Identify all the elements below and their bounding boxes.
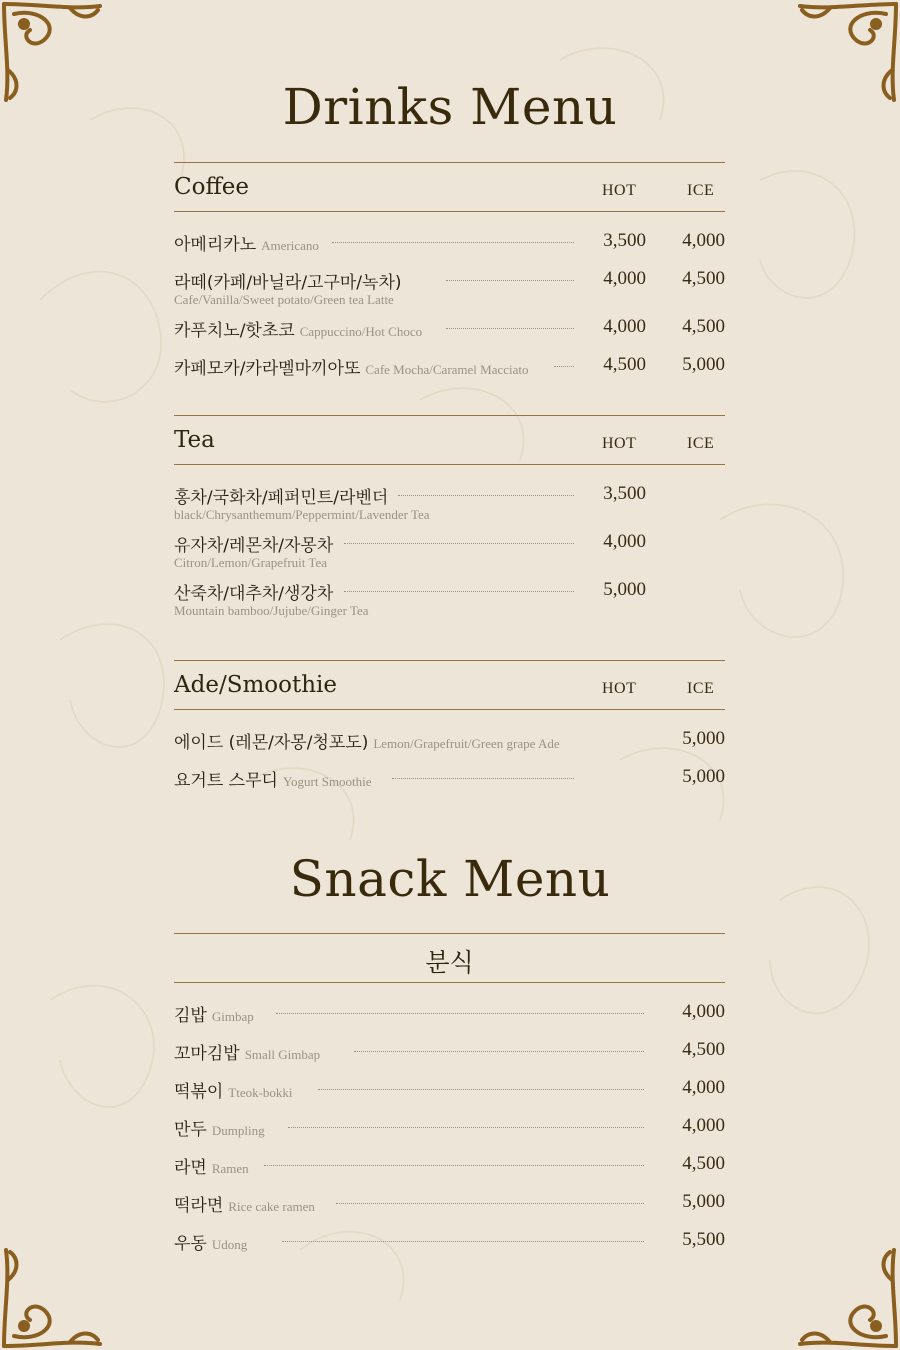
dot-leader: [344, 543, 574, 544]
menu-item: [174, 766, 725, 790]
price: 4,000: [682, 1115, 725, 1136]
item-english-name: Cafe/Vanilla/Sweet potato/Green tea Latte: [174, 292, 394, 307]
item-english-name: Small Gimbap: [244, 1047, 321, 1062]
corner-ornament-icon: [0, 1245, 105, 1350]
hot-column-header: HOT: [602, 182, 637, 199]
dot-leader: [446, 280, 574, 281]
ice-column-header: ICE: [687, 182, 715, 199]
ice-column-header: ICE: [687, 435, 715, 452]
hot-column-header: HOT: [602, 435, 637, 452]
menu-item: [174, 1077, 725, 1101]
menu-item: [174, 268, 725, 307]
menu-item: [174, 230, 725, 254]
divider: [174, 982, 725, 983]
price-hot: 5,000: [603, 579, 646, 600]
menu-item: [174, 728, 725, 752]
price: 5,000: [682, 1191, 725, 1212]
item-name: 요거트 스무디 Yogurt Smoothie: [174, 771, 372, 791]
ice-column-header: ICE: [687, 680, 715, 697]
item-name: 카푸치노/핫초코 Cappuccino/Hot Choco: [174, 321, 423, 341]
price: 5,500: [682, 1229, 725, 1250]
coffee-heading: Coffee: [174, 174, 250, 200]
divider: [174, 211, 725, 212]
item-english-name: Ramen: [211, 1161, 249, 1176]
menu-item: [174, 1229, 725, 1253]
item-english-name: Lemon/Grapefruit/Green grape Ade: [373, 736, 560, 751]
tea-heading: Tea: [174, 427, 215, 453]
item-name: 우동 Udong: [174, 1234, 248, 1254]
item-name: 김밥 Gimbap: [174, 1006, 254, 1026]
dot-leader: [264, 1165, 644, 1166]
divider: [174, 464, 725, 465]
dot-leader: [288, 1127, 644, 1128]
item-english-name: Mountain bamboo/Jujube/Ginger Tea: [174, 603, 369, 618]
item-english-name: Americano: [261, 238, 319, 253]
item-name: 산죽차/대추차/생강차: [174, 584, 334, 604]
bunsik-heading: 분식: [425, 948, 474, 977]
dot-leader: [318, 1089, 644, 1090]
divider: [174, 933, 725, 934]
dot-leader: [398, 495, 574, 496]
dot-leader: [282, 1241, 644, 1242]
price-hot: 4,000: [603, 268, 646, 289]
item-english-name: Cafe Mocha/Caramel Macciato: [365, 362, 529, 377]
hot-column-header: HOT: [602, 680, 637, 697]
menu-item: [174, 316, 725, 340]
menu-item: [174, 531, 725, 570]
dot-leader: [446, 328, 574, 329]
menu-item: [174, 1001, 725, 1025]
divider: [174, 709, 725, 710]
price-ice: 4,000: [682, 230, 725, 251]
dot-leader: [554, 366, 574, 367]
menu-item: [174, 483, 725, 522]
divider: [174, 415, 725, 416]
item-name: 떡라면 Rice cake ramen: [174, 1196, 315, 1216]
menu-item: [174, 1153, 725, 1177]
menu-item: [174, 579, 725, 618]
divider: [174, 162, 725, 163]
price: 4,000: [682, 1077, 725, 1098]
item-name: 라면 Ramen: [174, 1158, 249, 1178]
item-english-name: Dumpling: [211, 1123, 265, 1138]
price: 4,000: [682, 1001, 725, 1022]
dot-leader: [332, 242, 574, 243]
corner-ornament-icon: [795, 1245, 900, 1350]
price-hot: 3,500: [603, 483, 646, 504]
price-hot: 3,500: [603, 230, 646, 251]
price-ice: 5,000: [682, 728, 725, 749]
menu-item: [174, 1191, 725, 1215]
ade-smoothie-heading: Ade/Smoothie: [174, 672, 337, 698]
item-name: 아메리카노 Americano: [174, 235, 319, 255]
price-ice: 4,500: [682, 316, 725, 337]
price-hot: 4,500: [603, 354, 646, 375]
menu-item: [174, 1115, 725, 1139]
price: 4,500: [682, 1039, 725, 1060]
item-name: 라떼(카페/바닐라/고구마/녹차): [174, 273, 402, 293]
dot-leader: [392, 778, 574, 779]
drinks-menu-title: Drinks Menu: [282, 78, 618, 136]
item-name: 카페모카/카라멜마끼아또 Cafe Mocha/Caramel Macciato: [174, 359, 529, 379]
item-name: 만두 Dumpling: [174, 1120, 265, 1140]
item-english-name: black/Chrysanthemum/Peppermint/Lavender Tea: [174, 507, 430, 522]
menu-item: [174, 1039, 725, 1063]
item-english-name: Udong: [211, 1237, 248, 1252]
item-name: 에이드 (레몬/자몽/청포도) Lemon/Grapefruit/Green grape Ade: [174, 733, 560, 753]
item-english-name: Gimbap: [211, 1009, 254, 1024]
dot-leader: [276, 1013, 644, 1014]
item-english-name: Yogurt Smoothie: [282, 774, 372, 789]
menu-item: [174, 354, 725, 378]
dot-leader: [336, 1203, 644, 1204]
dot-leader: [344, 591, 574, 592]
price-ice: 5,000: [682, 766, 725, 787]
item-english-name: Rice cake ramen: [228, 1199, 315, 1214]
item-name: 홍차/국화차/페퍼민트/라벤더: [174, 488, 389, 508]
item-name: 유자차/레몬차/자몽차: [174, 536, 334, 556]
snack-menu-title: Snack Menu: [289, 850, 611, 908]
item-english-name: Tteok-bokki: [228, 1085, 293, 1100]
item-name: 꼬마김밥 Small Gimbap: [174, 1044, 321, 1064]
price-hot: 4,000: [603, 531, 646, 552]
price-ice: 5,000: [682, 354, 725, 375]
price: 4,500: [682, 1153, 725, 1174]
price-hot: 4,000: [603, 316, 646, 337]
item-name: 떡볶이 Tteok-bokki: [174, 1082, 293, 1102]
item-english-name: Cappuccino/Hot Choco: [299, 324, 423, 339]
dot-leader: [354, 1051, 644, 1052]
price-ice: 4,500: [682, 268, 725, 289]
item-english-name: Citron/Lemon/Grapefruit Tea: [174, 555, 327, 570]
divider: [174, 660, 725, 661]
